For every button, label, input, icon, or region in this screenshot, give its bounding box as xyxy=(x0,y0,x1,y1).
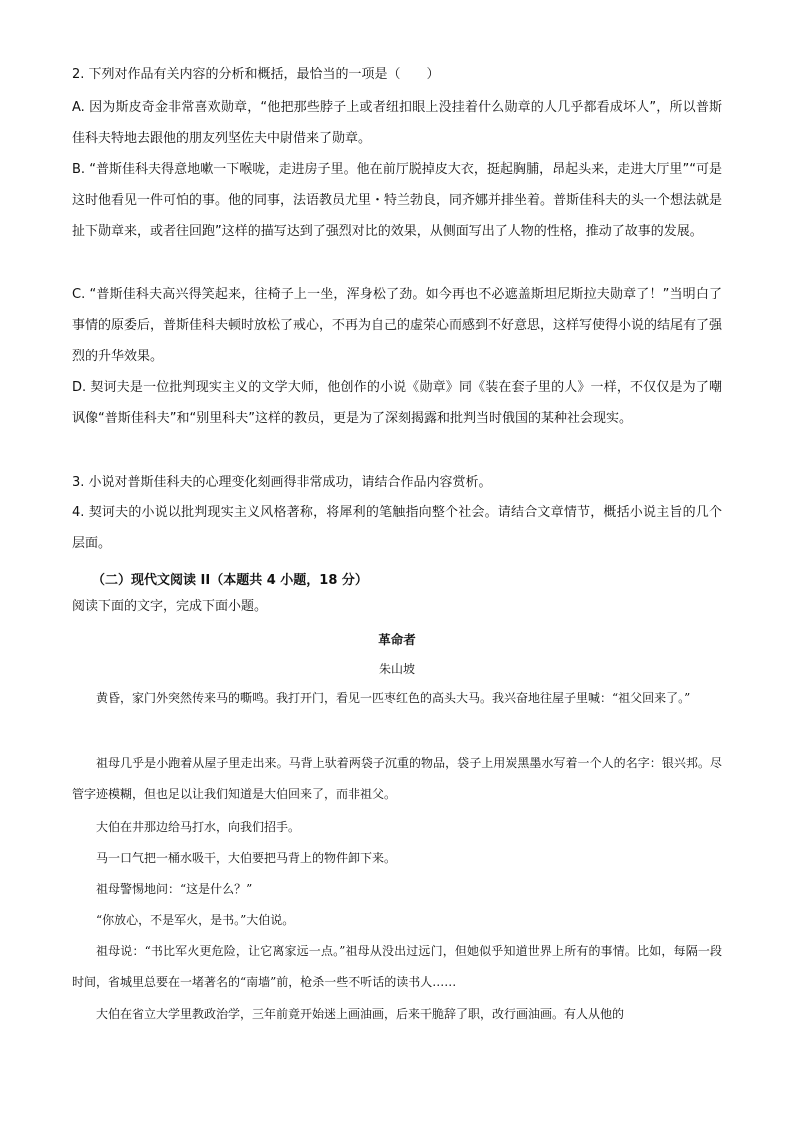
question-2-option-d: D. 契诃夫是一位批判现实主义的文学大师，他创作的小说《勋章》同《装在套子里的人》一样，不仅仅是为了嘲讽像“普斯佳科夫”和“别里科夫”这样的教员，更是为了深刻揭露和批判当时俄国的某种社会现实。 xyxy=(72,380,722,426)
reading-instruction: 阅读下面的文字，完成下面小题。 xyxy=(72,599,268,614)
story-paragraph-1: 黄昏，家门外突然传来马的嘶鸣。我打开门，看见一匹枣红色的高头大马。我兴奋地往屋子里喊：“祖父回来了。” xyxy=(96,691,691,705)
story-paragraph-4: 马一口气把一桶水吸干，大伯要把马背上的物件卸下来。 xyxy=(96,851,397,865)
question-2-option-a: A. 因为斯皮奇金非常喜欢勋章，“他把那些脖子上或者纽扣眼上没挂着什么勋章的人几乎都看成坏人”，所以普斯佳科夫特地去跟他的朋友列坚佐夫中尉借来了勋章。 xyxy=(72,100,722,146)
question-3: 3. 小说对普斯佳科夫的心理变化刻画得非常成功，请结合作品内容赏析。 xyxy=(72,475,492,490)
story-paragraph-5: 祖母警惕地问：“这是什么？” xyxy=(96,882,253,896)
story-paragraph-7: 祖母说：“书比军火更危险，让它离家远一点。”祖母从没出过远门，但她似乎知道世界上所有的事情。比如，每隔一段时间，省城里总要在一堵著名的“南墙”前，枪杀一些不听话的读书人…… xyxy=(72,944,722,989)
question-4: 4. 契诃夫的小说以批判现实主义风格著称，将犀利的笔触指向整个社会。请结合文章情节，概括小说主旨的几个层面。 xyxy=(72,505,722,551)
question-2-stem: 2. 下列对作品有关内容的分析和概括，最恰当的一项是（ ） xyxy=(72,67,440,82)
section-heading: （二）现代文阅读 II（本题共 4 小题，18 分） xyxy=(92,573,368,588)
story-title: 革命者 xyxy=(378,632,416,647)
story-paragraph-6: “你放心，不是军火，是书。”大伯说。 xyxy=(96,913,295,927)
story-paragraph-8: 大伯在省立大学里教政治学，三年前竟开始迷上画油画，后来干脆辞了职，改行画油画。有人从他的 xyxy=(96,1007,625,1021)
story-paragraph-2: 祖母几乎是小跑着从屋子里走出来。马背上驮着两袋子沉重的物品，袋子上用炭黑墨水写着一个人的名字：银兴邦。尽管字迹模糊，但也足以让我们知道是大伯回来了，而非祖父。 xyxy=(72,756,722,801)
question-2-option-b: B. “普斯佳科夫得意地嗽一下喉咙，走进房子里。他在前厅脱掉皮大衣，挺起胸脯，昂起头来，走进大厅里”“可是这时他看见一件可怕的事。他的同事，法语教员尤里・特兰勃良，同齐娜并排坐着。普斯佳科夫的头一个想法就是扯下勋章来，或者往回跑”这样的描写达到了强烈对比的效果，从侧面写出了人物的性格，推动了故事的发展。 xyxy=(72,162,723,239)
story-paragraph-3: 大伯在井那边给马打水，向我们招手。 xyxy=(96,820,301,834)
question-2-option-c: C. “普斯佳科夫高兴得笑起来，往椅子上一坐，浑身松了劲。如今再也不必遮盖斯坦尼斯拉夫勋章了！”当明白了事情的原委后，普斯佳科夫顿时放松了戒心，不再为自己的虚荣心而感到不好意思，这样写使得小说的结尾有了强烈的升华效果。 xyxy=(72,287,723,364)
story-author: 朱山坡 xyxy=(378,662,415,676)
